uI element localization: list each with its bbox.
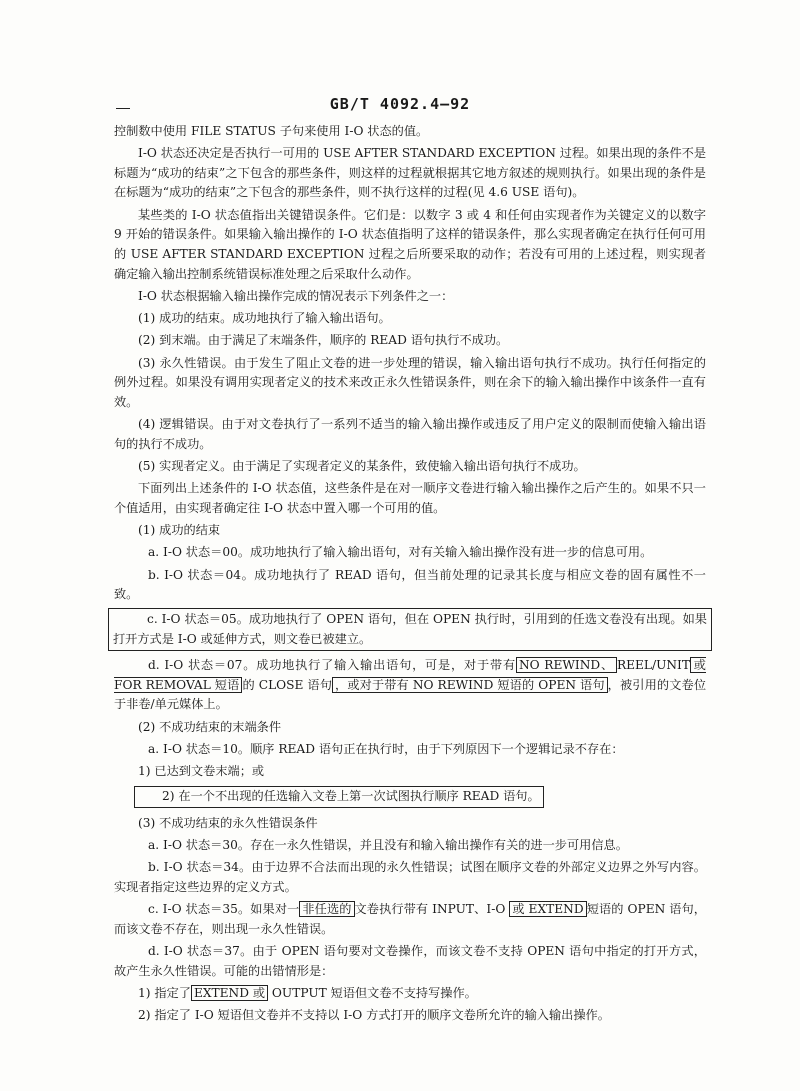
text-span: 短语的 OPEN 语句，而该文卷不存在，则出现一永久性错误。 bbox=[114, 902, 706, 936]
standard-code-header: GB/T 4092.4—92 bbox=[329, 95, 471, 113]
text-span: d. I-O 状态＝07。成功地执行了输入输出语句，可是，对于带有 bbox=[148, 658, 516, 673]
text-span: OUTPUT 短语但文卷不支持写操作。 bbox=[268, 985, 477, 1000]
boxed-text: 非任选的 bbox=[299, 901, 354, 917]
status-item: b. I-O 状态＝34。由于边界不合法而出现的永久性错误；试图在顺序文卷的外部定义边界之外写内容。实现者指定这些边界的定义方式。 bbox=[114, 860, 706, 894]
sub-item-container bbox=[114, 784, 706, 811]
text-span: 1) 指定了 bbox=[138, 985, 191, 1000]
section-heading: (1) 成功的结束 bbox=[138, 523, 221, 538]
sub-item: 2) 指定了 I-O 短语但文卷并不支持以 I-O 方式打开的顺序文卷所允许的输入输出操作。 bbox=[138, 1008, 610, 1023]
sub-item: 1) 已达到文卷末端；或 bbox=[138, 764, 265, 779]
list-item: (5) 实现者定义。由于满足了实现者定义的某条件，致使输入输出语句执行不成功。 bbox=[138, 459, 586, 473]
status-item: a. I-O 状态＝10。顺序 READ 语句正在执行时，由于下列原因下一个逻辑记录不存在： bbox=[148, 741, 624, 756]
header-rule bbox=[116, 108, 130, 109]
paragraph: I-O 状态还决定是否执行一可用的 USE AFTER STANDARD EXCEPTION 过程。如果出现的条件不是标题为“成功的结束”之下包含的那些条件，则这样的过程就根据其它地方叙述的规则执行。如果出现的条件是在标题为“成功的结束”之下包含的那些条件，则不执行这样的过程(见 4.6 USE 语句)。 bbox=[114, 146, 707, 200]
section-heading: (3) 不成功结束的永久性错误条件 bbox=[138, 815, 318, 830]
text-span: REEL/UNIT bbox=[616, 658, 690, 673]
section-heading: (2) 不成功结束的末端条件 bbox=[138, 719, 282, 734]
text-span: c. I-O 状态＝35。如果对一 bbox=[148, 902, 300, 917]
boxed-status-item: c. I-O 状态＝05。成功地执行了 OPEN 语句，但在 OPEN 执行时，引用到的任选文卷没有出现。如果打开方式是 I-O 或延伸方式，则文卷已被建立。 bbox=[108, 608, 712, 651]
list-item: (3) 永久性错误。由于发生了阻止文卷的进一步处理的错误，输入输出语句执行不成功。执行任何指定的例外过程。如果没有调用实现者定义的技术来改正永久性错误条件，则在余下的输入输出操作中该条件一直有效。 bbox=[114, 355, 706, 409]
status-item: a. I-O 状态＝30。存在一永久性错误，并且没有和输入输出操作有关的进一步可用信息。 bbox=[148, 837, 628, 852]
boxed-text: EXTEND 或 bbox=[191, 985, 268, 1001]
sub-item bbox=[114, 984, 706, 1004]
status-item: b. I-O 状态＝04。成功地执行了 READ 语句，但当前处理的记录其长度与相应文卷的固有属性不一致。 bbox=[114, 567, 706, 602]
paragraph: 某些类的 I-O 状态值指出关键错误条件。它们是：以数字 3 或 4 和任何由实现者作为关键定义的以数字 9 开始的错误条件。如果输入输出操作的 I-O 状态值指明了这样的错误条件，那么实现者确定在执行任何可用的 USE AFTER STANDARD EXCEPTION 过程之后所要采取的动作；若没有可用的上述过程，则实现者确定输入输出控制系统错误标准处理之后采取什么动作。 bbox=[114, 207, 706, 281]
boxed-text: 或 EXTEND bbox=[509, 901, 586, 917]
status-item: a. I-O 状态＝00。成功地执行了输入输出语句，对有关输入输出操作没有进一步的信息可用。 bbox=[148, 545, 653, 560]
text-span: 文卷执行带有 INPUT、I-O bbox=[354, 902, 510, 917]
paragraph: 控制数中使用 FILE STATUS 子句来使用 I-O 状态的值。 bbox=[114, 124, 429, 138]
list-item: (1) 成功的结束。成功地执行了输入输出语句。 bbox=[138, 311, 391, 326]
status-item: d. I-O 状态＝37。由于 OPEN 语句要对文卷操作，而该文卷不支持 OPEN 语句中指定的打开方式，故产生永久性错误。可能的出错情形是： bbox=[114, 944, 706, 978]
text-span: ，被引用的文卷位于非卷/单元媒体上。 bbox=[114, 677, 707, 712]
paragraph: I-O 状态根据输入输出操作完成的情况表示下列条件之一： bbox=[138, 288, 454, 303]
boxed-text: NO REWIND、 bbox=[516, 657, 617, 673]
list-item: (2) 到末端。由于满足了末端条件，顺序的 READ 语句执行不成功。 bbox=[138, 333, 509, 348]
boxed-text: ，或对于带有 NO REWIND 短语的 OPEN 语句 bbox=[332, 677, 608, 693]
paragraph: 下面列出上述条件的 I-O 状态值，这些条件是在对一顺序文卷进行输入输出操作之后产生的。如果不只一个值适用，由实现者确定往 I-O 状态中置入哪一个可用的值。 bbox=[114, 481, 706, 515]
text-span: 的 CLOSE 语句 bbox=[242, 677, 333, 692]
status-item bbox=[114, 900, 706, 939]
list-item: (4) 逻辑错误。由于对文卷执行了一系列不适当的输入输出操作或违反了用户定义的限制而使输入输出语句的执行不成功。 bbox=[114, 417, 706, 451]
boxed-text: 或 FOR REMOVAL 短语 bbox=[114, 658, 706, 692]
body-text bbox=[114, 122, 706, 1028]
status-item bbox=[114, 656, 706, 715]
boxed-sub-item: 2) 在一个不出现的任选输入文卷上第一次试图执行顺序 READ 语句。 bbox=[134, 786, 544, 808]
